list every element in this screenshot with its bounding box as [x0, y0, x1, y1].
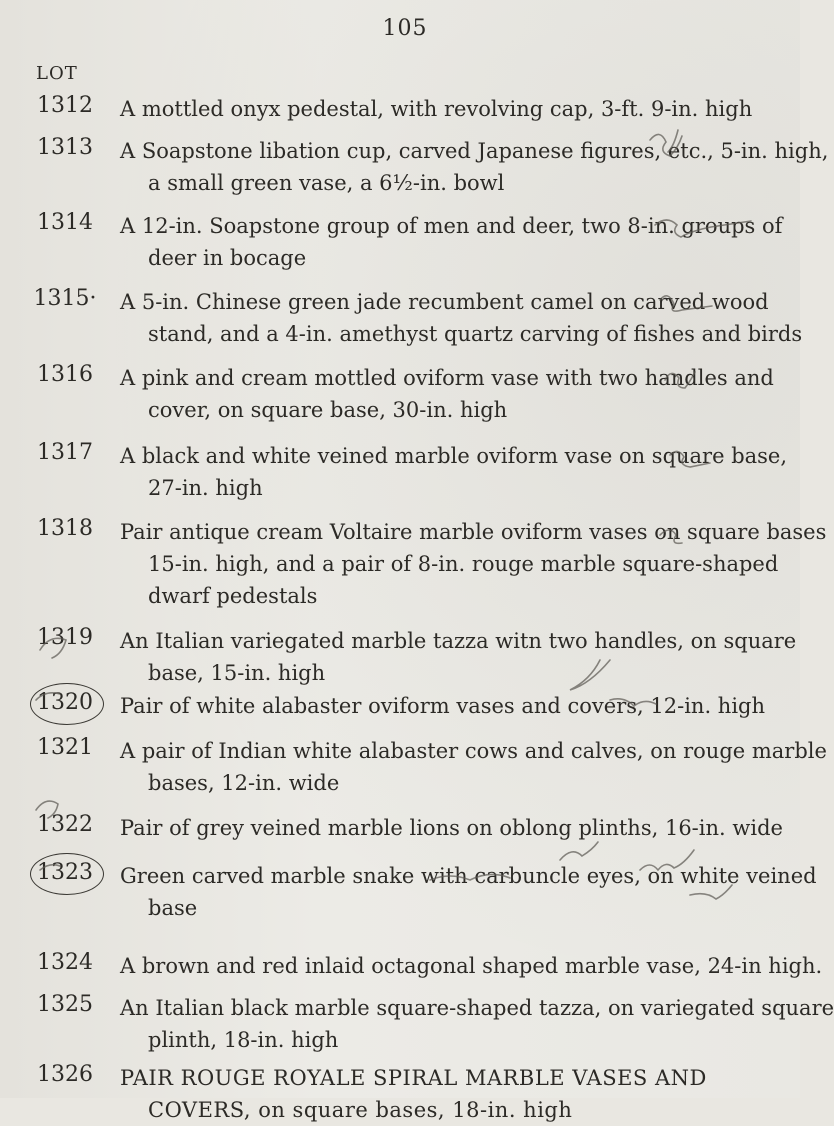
lot-description-line: Pair of grey veined marble lions on oblong plinths, 16-in. wide — [120, 816, 783, 840]
lot-number: 1325 — [37, 992, 93, 1017]
lot-description-line: 15-in. high, and a pair of 8-in. rouge marble square-shaped — [148, 552, 779, 576]
lot-description-line: An Italian variegated marble tazza witn two handles, on square — [120, 629, 797, 653]
lot-description — [120, 992, 834, 1056]
lot-description-line: A brown and red inlaid octagonal shaped marble vase, 24-in high. — [120, 954, 823, 978]
lot-description-line: COVERS, on square bases, 18-in. high — [148, 1098, 573, 1122]
lot-description-line: deer in bocage — [148, 246, 307, 270]
lot-description-line: cover, on square base, 30-in. high — [148, 398, 508, 422]
lot-description-line: plinth, 18-in. high — [148, 1028, 339, 1052]
lot-description-line: dwarf pedestals — [148, 584, 318, 608]
lot-description-line: bases, 12-in. wide — [148, 771, 340, 795]
lot-description-line: Green carved marble snake with carbuncle eyes, on white veined — [120, 864, 817, 888]
lot-description-line: A pink and cream mottled oviform vase with two handles and — [120, 366, 774, 390]
lot-description-line: A 5-in. Chinese green jade recumbent camel on carved wood — [120, 290, 769, 314]
lot-description — [120, 135, 829, 199]
lot-description-line: A black and white veined marble oviform vase on square base, — [120, 444, 788, 468]
lot-description — [120, 362, 774, 426]
lot-description-line: An Italian black marble square-shaped tazza, on variegated square — [120, 996, 834, 1020]
lot-description — [120, 625, 797, 689]
handwritten-circle-mark — [30, 853, 104, 895]
lot-number: 1320 — [37, 690, 93, 715]
lot-column-header: LOT — [36, 63, 78, 84]
lot-description — [120, 860, 817, 924]
lot-description-line: base, 15-in. high — [148, 661, 326, 685]
lot-number: 1312 — [37, 93, 93, 118]
lot-number: 1326 — [37, 1062, 93, 1087]
lot-description — [120, 93, 753, 125]
lot-description-line: 27-in. high — [148, 476, 263, 500]
lot-description-line: A pair of Indian white alabaster cows and calves, on rouge marble — [120, 739, 827, 763]
handwritten-circle-mark — [30, 683, 104, 725]
lot-description-line: Pair of white alabaster oviform vases and covers, 12-in. high — [120, 694, 766, 718]
lot-description — [120, 690, 766, 722]
lot-description-line: A mottled onyx pedestal, with revolving cap, 3-ft. 9-in. high — [120, 97, 753, 121]
page-number: 105 — [382, 16, 428, 41]
lot-number: 1316 — [37, 362, 93, 387]
lot-number: 1319 — [37, 625, 93, 650]
lot-description — [120, 950, 823, 982]
lot-number: 1323 — [37, 860, 93, 885]
lot-description-line: Pair antique cream Voltaire marble oviform vases on square bases — [120, 520, 827, 544]
lot-number: 1314 — [37, 210, 93, 235]
lot-number: 1322 — [37, 812, 93, 837]
lot-number: 1318 — [37, 516, 93, 541]
lot-number: 1321 — [37, 735, 93, 760]
lot-description-line: A 12-in. Soapstone group of men and deer, two 8-in. groups of — [120, 214, 783, 238]
lot-description-line: PAIR ROUGE ROYALE SPIRAL MARBLE VASES AND — [120, 1066, 707, 1090]
lot-number: 1313 — [37, 135, 93, 160]
lot-description-line: A Soapstone libation cup, carved Japanese figures, etc., 5-in. high, — [120, 139, 829, 163]
lot-number: 1317 — [37, 440, 93, 465]
lot-description-line: base — [148, 896, 198, 920]
lot-description — [120, 735, 827, 799]
lot-description — [120, 812, 783, 844]
lot-description — [120, 210, 783, 274]
lot-number: 1324 — [37, 950, 93, 975]
lot-number: 1315· — [33, 286, 97, 311]
lot-description — [120, 1062, 740, 1122]
lot-description-line: stand, and a 4-in. amethyst quartz carving of fishes and birds — [148, 322, 803, 346]
lot-description — [120, 440, 788, 504]
lot-description — [120, 286, 803, 350]
lot-description-line: a small green vase, a 6½-in. bowl — [148, 171, 505, 195]
lot-description — [120, 516, 827, 612]
